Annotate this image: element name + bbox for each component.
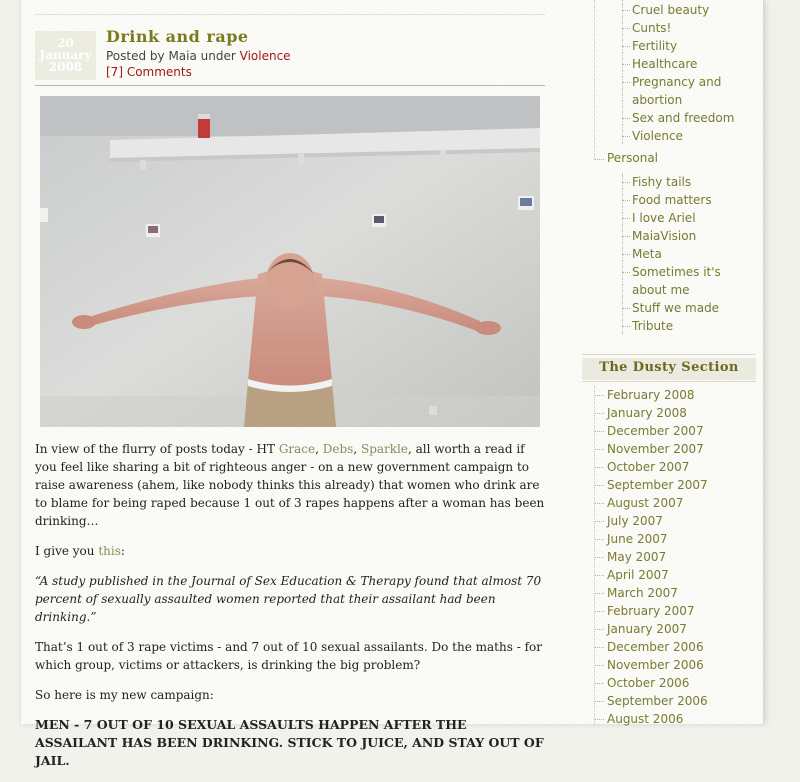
archive-item[interactable]: June 2007	[607, 530, 757, 548]
archive-item[interactable]: February 2007	[607, 602, 757, 620]
sidebar-item-personal[interactable]: Personal	[607, 151, 659, 165]
sidebar-item[interactable]: Cunts!	[632, 19, 756, 37]
sidebar-item[interactable]: Cruel beauty	[632, 1, 756, 19]
sidebar-item[interactable]: Sometimes it's about me	[632, 263, 756, 299]
intro-rest: , all worth a read if you feel like sharing a bit of righteous anger - on a new government campaign to raise awareness (ahem, like nobody thinks this already) that women who drink are to blame for being raped because 1 out of 3 rapes happens after a woman has been drinking…	[35, 442, 545, 528]
archive-item[interactable]: December 2006	[607, 638, 757, 656]
post-body	[35, 440, 547, 782]
archive-item[interactable]: May 2007	[607, 548, 757, 566]
link-sparkle[interactable]: Sparkle	[360, 442, 408, 456]
archive-item[interactable]: February 2008	[607, 386, 757, 404]
sidebar-item[interactable]: Fertility	[632, 37, 756, 55]
sidebar-item[interactable]: Sex and freedom	[632, 109, 756, 127]
photo-illustration	[40, 96, 540, 427]
paragraph-slogan: MEN - 7 OUT OF 10 SEXUAL ASSAULTS HAPPEN AFTER THE ASSAILANT HAS BEEN DRINKING. STICK TO JUICE, AND STAY OUT OF JAIL.	[35, 717, 544, 768]
post-meta	[106, 47, 291, 65]
sidebar-item[interactable]: Fishy tails	[632, 173, 756, 191]
paragraph-give	[35, 542, 547, 560]
archive-item[interactable]: April 2007	[607, 566, 757, 584]
sidebar-item[interactable]: Tribute	[632, 317, 756, 335]
post-date-badge	[35, 31, 96, 80]
paragraph-campaign: So here is my new campaign:	[35, 688, 214, 702]
comments-link[interactable]: [7] Comments	[106, 65, 192, 79]
archive-item[interactable]: December 2007	[607, 422, 757, 440]
archive-item[interactable]: July 2007	[607, 512, 757, 530]
archive-item[interactable]: September 2007	[607, 476, 757, 494]
category-link[interactable]: Violence	[239, 49, 291, 63]
intro-text: In view of the flurry of posts today - HT	[35, 442, 279, 456]
sidebar-item[interactable]: Food matters	[632, 191, 756, 209]
sidebar-item[interactable]: MaiaVision	[632, 227, 756, 245]
archive-item[interactable]: September 2006	[607, 692, 757, 710]
sidebar-divider	[582, 354, 756, 355]
separator: ,	[315, 442, 323, 456]
paragraph-maths: That’s 1 out of 3 rape victims - and 7 out of 10 sexual assailants. Do the maths - for which group, victims or attackers, is drinking the big problem?	[35, 640, 542, 672]
archive-item[interactable]: January 2008	[607, 404, 757, 422]
link-grace[interactable]: Grace	[278, 442, 316, 456]
archive-item[interactable]: November 2006	[607, 656, 757, 674]
archive-item[interactable]: January 2007	[607, 620, 757, 638]
link-this[interactable]: this	[98, 544, 121, 558]
sidebar-item[interactable]: Pregnancy and abortion	[632, 73, 756, 109]
date-month: January	[39, 48, 92, 62]
post-divider	[35, 85, 545, 86]
date-day: 20	[57, 36, 74, 50]
sidebar-item[interactable]: I love Ariel	[632, 209, 756, 227]
colon: :	[120, 544, 125, 558]
archive-item[interactable]: August 2006	[607, 710, 757, 728]
dusty-section-title: The Dusty Section	[582, 358, 756, 380]
subcategory-list-politics	[632, 1, 756, 145]
archive-item[interactable]: October 2007	[607, 458, 757, 476]
post-photo	[40, 96, 540, 427]
meta-prefix: Posted by Maia under	[106, 49, 236, 63]
tree-rail	[594, 386, 596, 726]
subcategory-list-personal	[632, 173, 756, 335]
paragraph-intro	[35, 440, 547, 530]
sidebar-divider	[582, 381, 756, 382]
quote-paragraph: “A study published in the Journal of Sex Education & Therapy found that almost 70 percent of sexually assaulted women reported that their assailant had been drinking.”	[35, 574, 542, 624]
archive-list	[607, 386, 757, 728]
tree-rail	[594, 0, 595, 160]
top-divider	[35, 14, 545, 15]
sidebar-item[interactable]: Stuff we made	[632, 299, 756, 317]
archive-item[interactable]: November 2007	[607, 440, 757, 458]
archive-item[interactable]: March 2007	[607, 584, 757, 602]
give-text: I give you	[35, 544, 99, 558]
link-debs[interactable]: Debs	[322, 442, 354, 456]
sidebar-item[interactable]: Healthcare	[632, 55, 756, 73]
sidebar-item[interactable]: Meta	[632, 245, 756, 263]
archive-item[interactable]: October 2006	[607, 674, 757, 692]
sidebar-item[interactable]: Violence	[632, 127, 756, 145]
date-year: 2008	[48, 60, 83, 74]
post-title[interactable]: Drink and rape	[106, 27, 249, 46]
separator: ,	[353, 442, 361, 456]
archive-item[interactable]: August 2007	[607, 494, 757, 512]
